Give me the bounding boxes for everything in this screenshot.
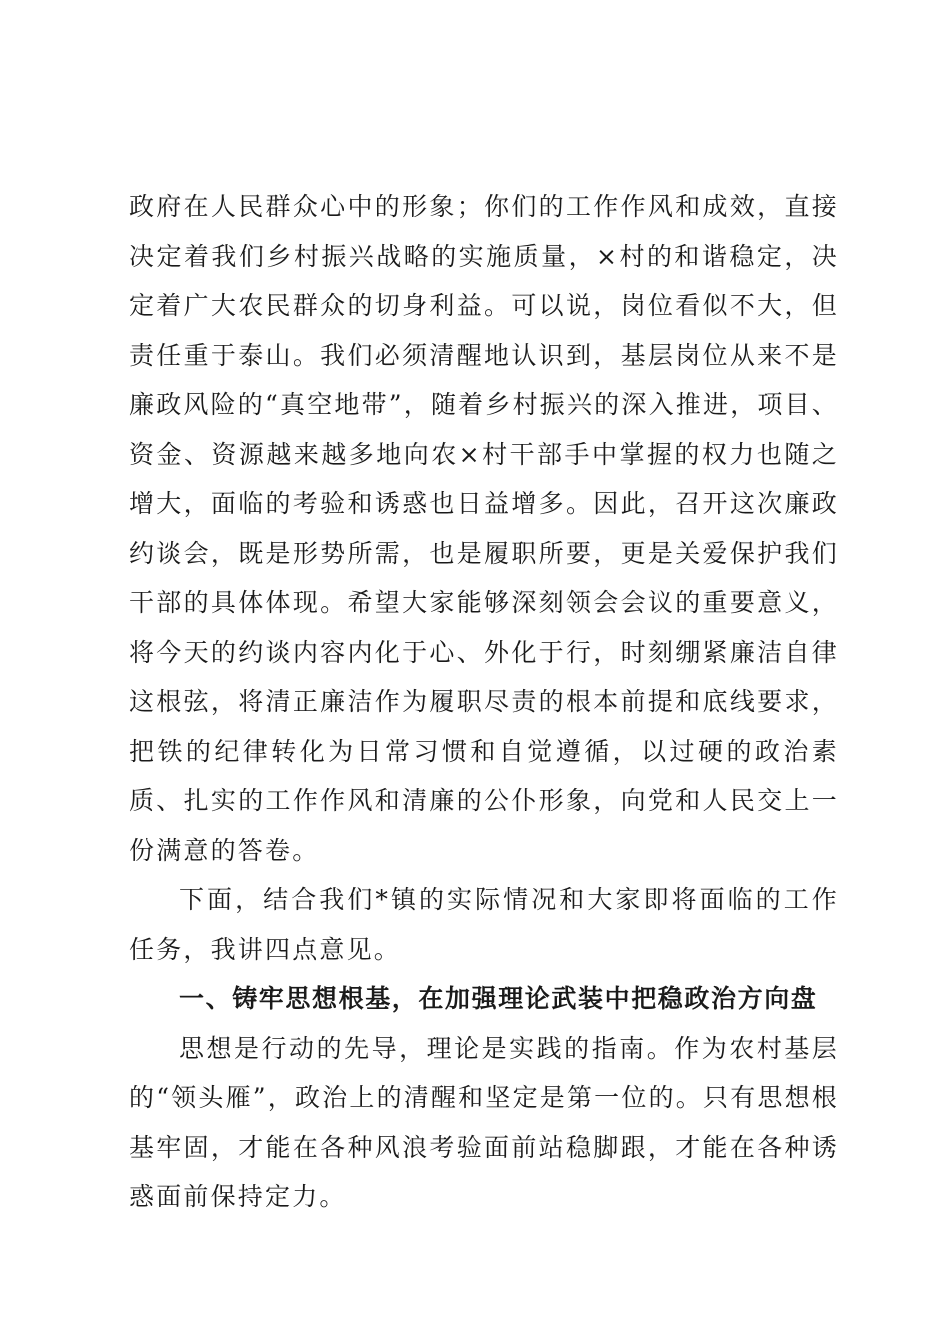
paragraph-section-1: 思想是行动的先导，理论是实践的指南。作为农村基层的“领头雁”，政治上的清醒和坚定是第一位的。只有思想根基牢固，才能在各种风浪考验面前站稳脚跟，才能在各种诱惑面前保持定力。 xyxy=(129,1033,839,1211)
paragraph-intro: 下面，结合我们*镇的实际情况和大家即将面临的工作任务，我讲四点意见。 xyxy=(129,885,839,964)
section-heading-1: 一、铸牢思想根基，在加强理论武装中把稳政治方向盘 xyxy=(179,984,818,1013)
paragraph-continuation: 政府在人民群众心中的形象；你们的工作作风和成效，直接决定着我们乡村振兴战略的实施质量，×村的和谐稳定，决定着广大农民群众的切身利益。可以说，岗位看似不大，但责任重于泰山。我们必须清醒地认识到，基层岗位从来不是廉政风险的“真空地带”，随着乡村振兴的深入推进，项目、资金、资源越来越多地向农×村干部手中掌握的权力也随之增大，面临的考验和诱惑也日益增多。因此，召开这次廉政约谈会，既是形势所需，也是履职所要，更是关爱保护我们干部的具体体现。希望大家能够深刻领会会议的重要意义，将今天的约谈内容内化于心、外化于行，时刻绷紧廉洁自律这根弦，将清正廉洁作为履职尽责的根本前提和底线要求，把铁的纪律转化为日常习惯和自觉遵循，以过硬的政治素质、扎实的工作作风和清廉的公仆形象，向党和人民交上一份满意的答卷。 xyxy=(129,192,839,865)
document-body xyxy=(129,182,839,1222)
